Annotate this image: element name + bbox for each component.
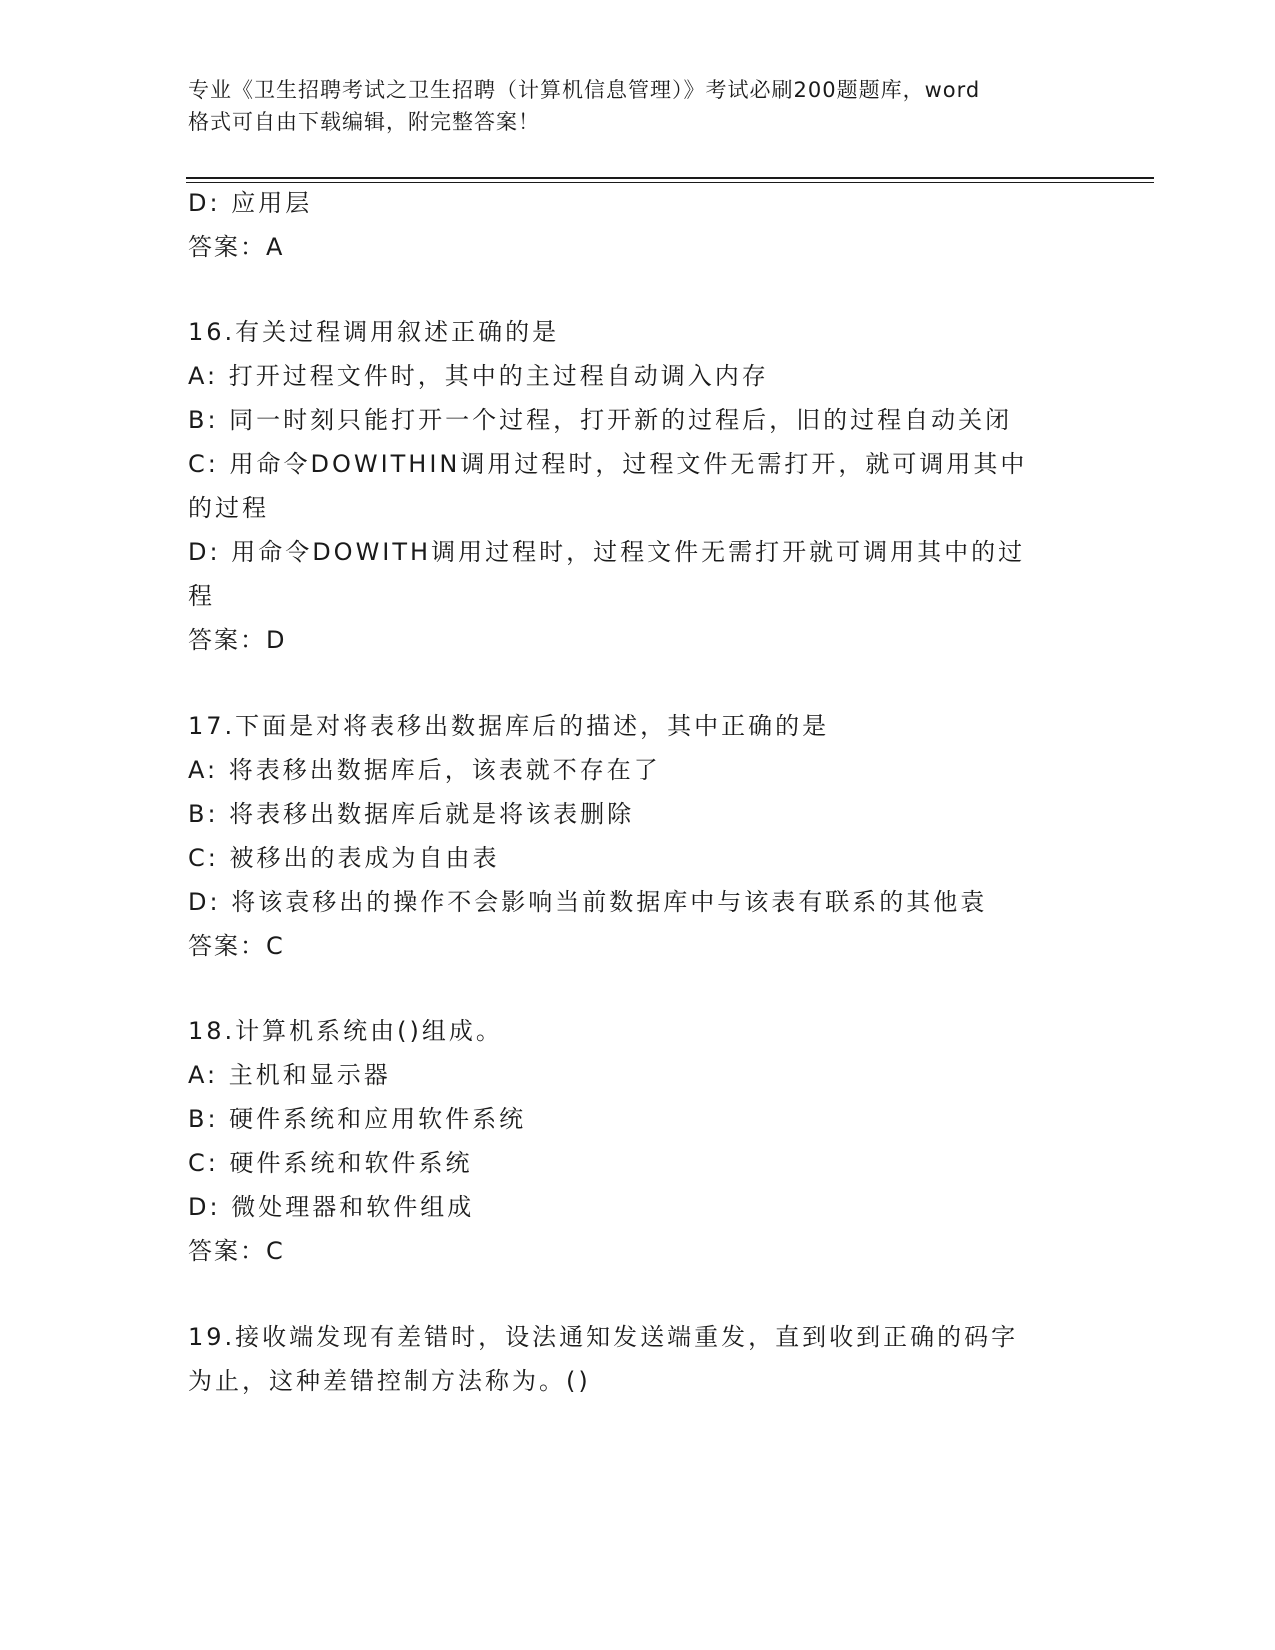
q18-question: 18.计算机系统由()组成。 bbox=[188, 1017, 503, 1045]
q19-question-cont: 为止，这种差错控制方法称为。() bbox=[188, 1367, 591, 1395]
q16-question: 16.有关过程调用叙述正确的是 bbox=[188, 318, 560, 346]
page-header bbox=[188, 74, 1088, 138]
q19-question: 19.接收端发现有差错时，设法通知发送端重发，直到收到正确的码字 bbox=[188, 1323, 1019, 1351]
header-title-line-2: 格式可自由下载编辑，附完整答案！ bbox=[188, 110, 540, 134]
q16-option-d: D: 用命令DOWITH调用过程时，过程文件无需打开就可调用其中的过 bbox=[188, 538, 1026, 566]
q18-option-a: A: 主机和显示器 bbox=[188, 1061, 391, 1089]
q18-option-c: C: 硬件系统和软件系统 bbox=[188, 1149, 473, 1177]
header-divider-thick bbox=[186, 177, 1154, 179]
header-divider-thin bbox=[186, 182, 1154, 183]
q17-option-a: A: 将表移出数据库后，该表就不存在了 bbox=[188, 756, 661, 784]
q16-option-a: A: 打开过程文件时，其中的主过程自动调入内存 bbox=[188, 362, 769, 390]
q17-answer: 答案：C bbox=[188, 932, 285, 960]
prev-option-d: D: 应用层 bbox=[188, 189, 313, 217]
q18-option-b: B: 硬件系统和应用软件系统 bbox=[188, 1105, 527, 1133]
q16-option-c: C: 用命令DOWITHIN调用过程时，过程文件无需打开，就可调用其中 bbox=[188, 450, 1028, 478]
q17-option-d: D: 将该袁移出的操作不会影响当前数据库中与该表有联系的其他袁 bbox=[188, 888, 988, 916]
q16-option-b: B: 同一时刻只能打开一个过程，打开新的过程后，旧的过程自动关闭 bbox=[188, 406, 1013, 434]
q17-option-c: C: 被移出的表成为自由表 bbox=[188, 844, 500, 872]
q18-option-d: D: 微处理器和软件组成 bbox=[188, 1193, 475, 1221]
prev-answer: 答案：A bbox=[188, 233, 285, 261]
q17-question: 17.下面是对将表移出数据库后的描述，其中正确的是 bbox=[188, 712, 830, 740]
q18-answer: 答案：C bbox=[188, 1237, 285, 1265]
q17-option-b: B: 将表移出数据库后就是将该表删除 bbox=[188, 800, 635, 828]
header-title-line-1: 专业《卫生招聘考试之卫生招聘（计算机信息管理）》考试必刷200题题库，word bbox=[188, 78, 981, 102]
q16-option-c-cont: 的过程 bbox=[188, 494, 269, 522]
q16-option-d-cont: 程 bbox=[188, 582, 215, 610]
q16-answer: 答案：D bbox=[188, 626, 287, 654]
